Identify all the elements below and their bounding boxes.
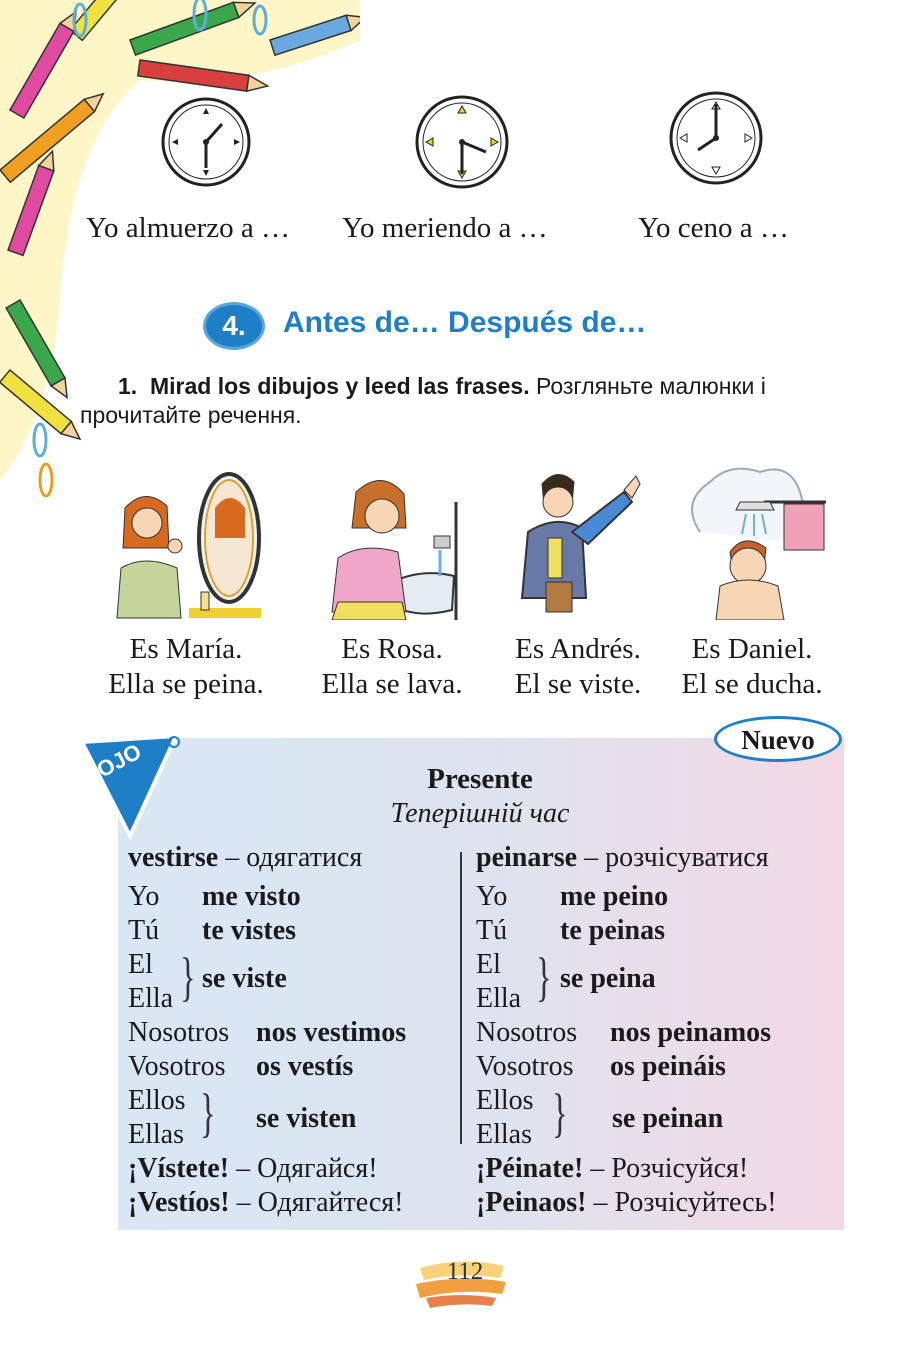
caption-andres-line1: Es Andrés. bbox=[515, 633, 641, 665]
left-imp1-translation: – Одягайся! bbox=[236, 1153, 378, 1184]
caption-daniel bbox=[652, 632, 852, 702]
lesson-title: Antes de… Después de… bbox=[283, 306, 647, 339]
clock-1-icon bbox=[160, 96, 252, 188]
left-vosotros-pronoun: Vosotros bbox=[128, 1051, 226, 1082]
right-tu-form: te peinas bbox=[560, 915, 665, 946]
left-ellos-form: se visten bbox=[256, 1103, 357, 1134]
right-imp2-translation: – Розчісуйтесь! bbox=[593, 1187, 777, 1218]
exercise-instruction bbox=[80, 372, 870, 430]
left-el-brace: } bbox=[180, 947, 196, 1007]
right-imperative-2 bbox=[476, 1186, 777, 1220]
left-imp2-translation: – Одягайтеся! bbox=[236, 1187, 404, 1218]
caption-rosa-line2: Ella se lava. bbox=[321, 668, 463, 700]
left-ellas-pronoun: Ellas bbox=[128, 1119, 184, 1150]
right-verb-translation: – розчісуватися bbox=[584, 842, 769, 873]
clock-caption-2: Yo meriendo a … bbox=[342, 212, 548, 244]
instruction-translation: Розгляньте малюнки і прочитайте речення. bbox=[80, 373, 766, 428]
ojo-badge-text: OJO bbox=[92, 738, 146, 783]
maria-mirror-illustration bbox=[105, 468, 265, 620]
nuevo-badge: Nuevo bbox=[714, 716, 842, 762]
right-verb-header bbox=[476, 841, 769, 875]
grammar-title: Presente bbox=[427, 763, 533, 795]
left-el-pronoun: El bbox=[128, 949, 153, 980]
left-nosotros-form: nos vestimos bbox=[256, 1017, 407, 1048]
right-imperative-1 bbox=[476, 1152, 748, 1186]
left-tu-pronoun: Tú bbox=[128, 915, 160, 946]
left-imp2: ¡Vestíos! bbox=[128, 1187, 230, 1218]
caption-daniel-line2: El se ducha. bbox=[681, 668, 823, 700]
right-vosotros-pronoun: Vosotros bbox=[476, 1051, 574, 1082]
left-imp1: ¡Vístete! bbox=[128, 1153, 230, 1184]
left-el-form: se viste bbox=[202, 963, 287, 994]
caption-daniel-line1: Es Daniel. bbox=[691, 633, 813, 665]
right-ellas-pronoun: Ellas bbox=[476, 1119, 532, 1150]
right-nosotros-form: nos peinamos bbox=[610, 1017, 772, 1048]
right-ellos-brace: } bbox=[552, 1083, 568, 1143]
left-yo-pronoun: Yo bbox=[128, 881, 160, 912]
clock-2-icon bbox=[414, 94, 510, 190]
right-el-brace: } bbox=[536, 947, 552, 1007]
caption-andres bbox=[478, 632, 678, 702]
left-imperative-2 bbox=[128, 1186, 404, 1220]
exercise-number: 1. bbox=[118, 373, 138, 399]
clock-3-icon bbox=[668, 90, 764, 186]
daniel-shower-illustration bbox=[680, 462, 830, 620]
left-verb-translation: – одягатися bbox=[225, 842, 363, 873]
left-imperative-1 bbox=[128, 1152, 378, 1186]
right-el-form: se peina bbox=[560, 963, 656, 994]
left-verb-header bbox=[128, 841, 362, 875]
caption-maria bbox=[86, 632, 286, 702]
right-el-pronoun: El bbox=[476, 949, 501, 980]
left-ellos-pronoun: Ellos bbox=[128, 1085, 186, 1116]
right-yo-form: me peino bbox=[560, 881, 669, 912]
column-divider bbox=[460, 852, 462, 1144]
right-yo-pronoun: Yo bbox=[476, 881, 508, 912]
rosa-washing-illustration bbox=[322, 472, 462, 620]
right-ella-pronoun: Ella bbox=[476, 983, 522, 1014]
grammar-subtitle: Теперішній час bbox=[390, 798, 570, 829]
right-tu-pronoun: Tú bbox=[476, 915, 508, 946]
right-ellos-pronoun: Ellos bbox=[476, 1085, 534, 1116]
clock-caption-3: Yo ceno a … bbox=[638, 212, 789, 244]
left-vosotros-form: os vestís bbox=[256, 1051, 354, 1082]
caption-rosa-line1: Es Rosa. bbox=[341, 633, 443, 665]
left-yo-form: me visto bbox=[202, 881, 301, 912]
caption-maria-line2: Ella se peina. bbox=[108, 668, 264, 700]
left-nosotros-pronoun: Nosotros bbox=[128, 1017, 230, 1048]
left-verb: vestirse bbox=[128, 842, 219, 873]
left-tu-form: te vistes bbox=[202, 915, 297, 946]
right-imp1: ¡Péinate! bbox=[476, 1153, 584, 1184]
right-vosotros-form: os peináis bbox=[610, 1051, 726, 1082]
right-imp1-translation: – Розчісуйся! bbox=[590, 1153, 749, 1184]
right-verb: peinarse bbox=[476, 842, 578, 873]
right-ellos-form: se peinan bbox=[612, 1103, 724, 1134]
right-imp2: ¡Peinaos! bbox=[476, 1187, 587, 1218]
caption-andres-line2: El se viste. bbox=[514, 668, 642, 700]
right-nosotros-pronoun: Nosotros bbox=[476, 1017, 578, 1048]
clock-caption-1: Yo almuerzo a … bbox=[86, 212, 291, 244]
caption-rosa bbox=[292, 632, 492, 702]
left-ellos-brace: } bbox=[200, 1083, 216, 1143]
caption-maria-line1: Es María. bbox=[129, 633, 243, 665]
andres-dressing-illustration bbox=[512, 468, 642, 616]
instruction-bold: Mirad los dibujos y leed las frases. bbox=[149, 373, 530, 399]
lesson-number-badge: 4. bbox=[203, 302, 265, 350]
left-ella-pronoun: Ella bbox=[128, 983, 174, 1014]
page-number: 112 bbox=[446, 1258, 484, 1285]
